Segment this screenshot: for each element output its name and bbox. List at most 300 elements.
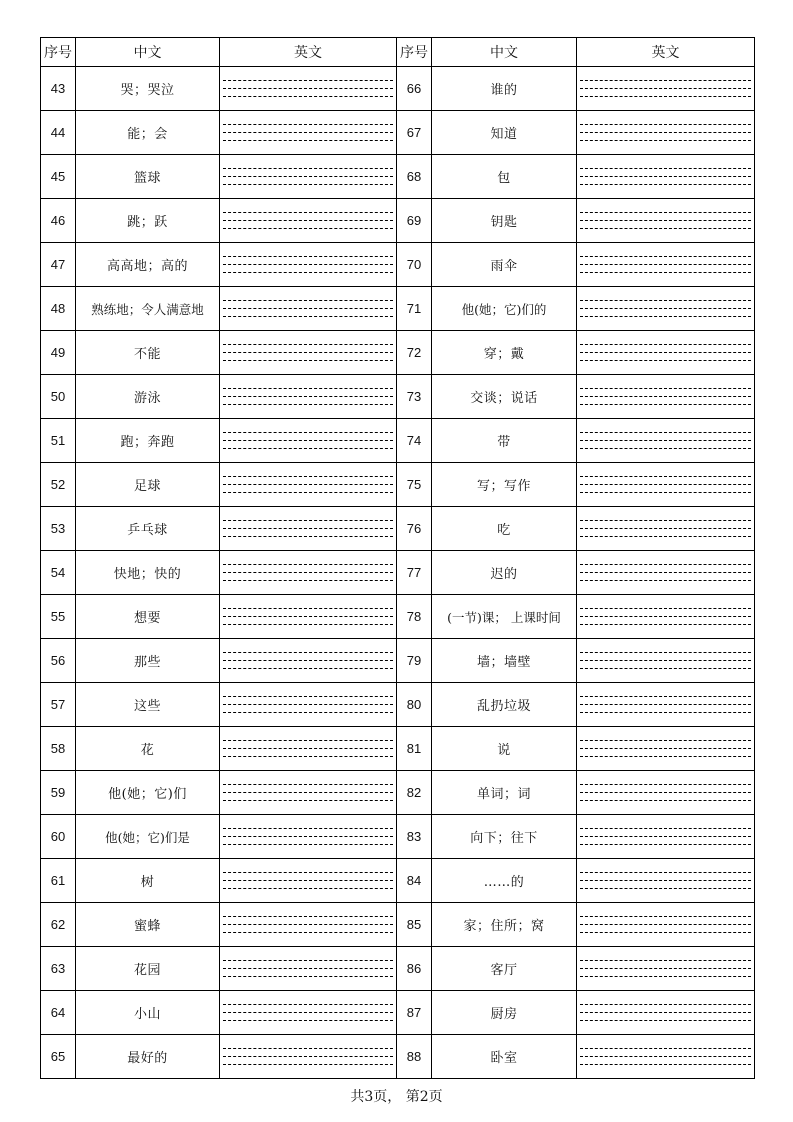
dashed-writing-line [223,888,393,889]
dashed-writing-line [223,316,393,317]
chinese-word-left: 高高地；高的 [76,243,220,287]
entry-number-left: 59 [41,771,76,815]
dashed-writing-line [223,572,393,573]
dashed-writing-line [580,96,751,97]
chinese-word-left: 树 [76,859,220,903]
dashed-writing-line [580,916,751,917]
dashed-writing-line [580,440,751,441]
entry-number-left: 46 [41,199,76,243]
dashed-writing-line [223,564,393,565]
dashed-writing-line [223,360,393,361]
dashed-writing-line [223,140,393,141]
dashed-writing-line [580,132,751,133]
table-row [41,67,755,111]
english-answer-field-left[interactable] [220,243,397,287]
dashed-writing-line [580,932,751,933]
entry-number-right: 66 [397,67,432,111]
english-answer-field-right[interactable] [577,639,755,683]
dashed-writing-line [223,740,393,741]
dashed-writing-line [223,652,393,653]
english-answer-field-left[interactable] [220,771,397,815]
dashed-writing-line [580,536,751,537]
dashed-writing-line [223,404,393,405]
dashed-writing-line [580,432,751,433]
dashed-writing-line [223,660,393,661]
dashed-writing-line [580,1064,751,1065]
dashed-writing-line [223,800,393,801]
table-row [41,1035,755,1079]
dashed-writing-line [580,272,751,273]
chinese-word-right: 墙；墙壁 [432,639,577,683]
dashed-writing-line [223,976,393,977]
header-num-right: 序号 [397,38,432,67]
english-answer-field-right[interactable] [577,331,755,375]
entry-number-right: 70 [397,243,432,287]
entry-number-right: 87 [397,991,432,1035]
entry-number-left: 47 [41,243,76,287]
dashed-writing-line [223,184,393,185]
chinese-word-right: (一节)课； 上课时间 [432,595,577,639]
english-answer-field-left[interactable] [220,419,397,463]
chinese-word-left: 蜜蜂 [76,903,220,947]
english-answer-field-left[interactable] [220,463,397,507]
english-answer-field-left[interactable] [220,595,397,639]
dashed-writing-line [580,660,751,661]
dashed-writing-line [223,132,393,133]
entry-number-left: 43 [41,67,76,111]
dashed-writing-line [223,212,393,213]
dashed-writing-line [223,344,393,345]
chinese-word-left: 乒乓球 [76,507,220,551]
dashed-writing-line [580,88,751,89]
dashed-writing-line [580,572,751,573]
entry-number-right: 82 [397,771,432,815]
table-row [41,771,755,815]
english-answer-field-left[interactable] [220,287,397,331]
dashed-writing-line [223,844,393,845]
english-answer-field-right[interactable] [577,155,755,199]
dashed-writing-line [223,264,393,265]
entry-number-right: 88 [397,1035,432,1079]
table-row [41,463,755,507]
table-row [41,639,755,683]
chinese-word-right: 知道 [432,111,577,155]
english-answer-field-right[interactable] [577,243,755,287]
entry-number-left: 44 [41,111,76,155]
dashed-writing-line [580,784,751,785]
dashed-writing-line [223,228,393,229]
table-row [41,991,755,1035]
chinese-word-right: 厨房 [432,991,577,1035]
chinese-word-left: 不能 [76,331,220,375]
chinese-word-right: 他(她；它)们的 [432,287,577,331]
dashed-writing-line [580,968,751,969]
entry-number-right: 67 [397,111,432,155]
english-answer-field-right[interactable] [577,551,755,595]
dashed-writing-line [580,844,751,845]
table-row [41,903,755,947]
entry-number-right: 75 [397,463,432,507]
dashed-writing-line [580,352,751,353]
header-row [41,38,755,67]
english-answer-field-right[interactable] [577,111,755,155]
entry-number-left: 61 [41,859,76,903]
english-answer-field-left[interactable] [220,903,397,947]
dashed-writing-line [580,168,751,169]
dashed-writing-line [223,536,393,537]
english-answer-field-left[interactable] [220,683,397,727]
dashed-writing-line [223,448,393,449]
dashed-writing-line [580,228,751,229]
dashed-writing-line [223,308,393,309]
english-answer-field-left[interactable] [220,507,397,551]
entry-number-right: 78 [397,595,432,639]
chinese-word-right: 带 [432,419,577,463]
dashed-writing-line [223,624,393,625]
dashed-writing-line [580,184,751,185]
english-answer-field-right[interactable] [577,815,755,859]
english-answer-field-right[interactable] [577,771,755,815]
dashed-writing-line [580,344,751,345]
chinese-word-right: 乱扔垃圾 [432,683,577,727]
dashed-writing-line [223,784,393,785]
dashed-writing-line [223,272,393,273]
dashed-writing-line [580,220,751,221]
dashed-writing-line [580,300,751,301]
chinese-word-left: 快地；快的 [76,551,220,595]
dashed-writing-line [580,880,751,881]
chinese-word-left: 最好的 [76,1035,220,1079]
entry-number-right: 86 [397,947,432,991]
header-num-left: 序号 [41,38,76,67]
entry-number-left: 64 [41,991,76,1035]
dashed-writing-line [580,1056,751,1057]
dashed-writing-line [223,520,393,521]
dashed-writing-line [580,124,751,125]
dashed-writing-line [223,96,393,97]
entry-number-right: 73 [397,375,432,419]
chinese-word-left: 想要 [76,595,220,639]
dashed-writing-line [223,300,393,301]
dashed-writing-line [223,88,393,89]
english-answer-field-left[interactable] [220,991,397,1035]
chinese-word-right: 雨伞 [432,243,577,287]
table-row [41,683,755,727]
dashed-writing-line [580,308,751,309]
dashed-writing-line [580,872,751,873]
entry-number-right: 79 [397,639,432,683]
table-row [41,331,755,375]
chinese-word-right: 说 [432,727,577,771]
english-answer-field-right[interactable] [577,683,755,727]
dashed-writing-line [580,1020,751,1021]
dashed-writing-line [223,756,393,757]
dashed-writing-line [223,528,393,529]
dashed-writing-line [580,1004,751,1005]
dashed-writing-line [580,696,751,697]
english-answer-field-right[interactable] [577,419,755,463]
dashed-writing-line [223,872,393,873]
dashed-writing-line [580,484,751,485]
english-answer-field-right[interactable] [577,287,755,331]
chinese-word-right: 吃 [432,507,577,551]
table-row [41,595,755,639]
dashed-writing-line [223,124,393,125]
dashed-writing-line [223,256,393,257]
dashed-writing-line [580,140,751,141]
entry-number-left: 65 [41,1035,76,1079]
table-row [41,551,755,595]
english-answer-field-left[interactable] [220,199,397,243]
dashed-writing-line [223,432,393,433]
entry-number-right: 72 [397,331,432,375]
english-answer-field-right[interactable] [577,1035,755,1079]
chinese-word-right: 交谈；说话 [432,375,577,419]
dashed-writing-line [223,924,393,925]
dashed-writing-line [580,740,751,741]
english-answer-field-right[interactable] [577,507,755,551]
entry-number-left: 53 [41,507,76,551]
table-row [41,419,755,463]
vocabulary-table [40,37,755,1079]
entry-number-right: 76 [397,507,432,551]
dashed-writing-line [580,616,751,617]
dashed-writing-line [580,580,751,581]
chinese-word-left: 熟练地；令人满意地 [76,287,220,331]
table-row [41,375,755,419]
entry-number-right: 77 [397,551,432,595]
dashed-writing-line [223,704,393,705]
dashed-writing-line [223,580,393,581]
dashed-writing-line [223,1020,393,1021]
chinese-word-right: 谁的 [432,67,577,111]
entry-number-left: 56 [41,639,76,683]
chinese-word-left: 足球 [76,463,220,507]
english-answer-field-left[interactable] [220,375,397,419]
english-answer-field-left[interactable] [220,1035,397,1079]
dashed-writing-line [223,492,393,493]
header-english-left: 英文 [220,38,397,67]
dashed-writing-line [223,1012,393,1013]
chinese-word-right: 写；写作 [432,463,577,507]
dashed-writing-line [580,1048,751,1049]
entry-number-left: 62 [41,903,76,947]
dashed-writing-line [223,388,393,389]
dashed-writing-line [223,352,393,353]
table-row [41,243,755,287]
chinese-word-left: 那些 [76,639,220,683]
dashed-writing-line [580,976,751,977]
dashed-writing-line [223,792,393,793]
chinese-word-left: 游泳 [76,375,220,419]
table-row [41,859,755,903]
dashed-writing-line [580,388,751,389]
entry-number-left: 55 [41,595,76,639]
dashed-writing-line [223,608,393,609]
entry-number-right: 85 [397,903,432,947]
entry-number-right: 81 [397,727,432,771]
dashed-writing-line [580,836,751,837]
dashed-writing-line [223,712,393,713]
dashed-writing-line [580,80,751,81]
chinese-word-right: 钥匙 [432,199,577,243]
dashed-writing-line [580,492,751,493]
dashed-writing-line [580,396,751,397]
dashed-writing-line [223,176,393,177]
dashed-writing-line [223,1064,393,1065]
dashed-writing-line [223,476,393,477]
chinese-word-right: 向下；往下 [432,815,577,859]
dashed-writing-line [580,608,751,609]
chinese-word-left: 他(她；它)们 [76,771,220,815]
entry-number-left: 45 [41,155,76,199]
dashed-writing-line [580,360,751,361]
dashed-writing-line [580,476,751,477]
english-answer-field-right[interactable] [577,199,755,243]
dashed-writing-line [580,712,751,713]
header-chinese-left: 中文 [76,38,220,67]
dashed-writing-line [580,800,751,801]
english-answer-field-right[interactable] [577,595,755,639]
dashed-writing-line [580,624,751,625]
entry-number-left: 57 [41,683,76,727]
dashed-writing-line [580,748,751,749]
dashed-writing-line [580,256,751,257]
english-answer-field-left[interactable] [220,67,397,111]
dashed-writing-line [580,564,751,565]
header-english-right: 英文 [577,38,755,67]
chinese-word-left: 跳；跃 [76,199,220,243]
entry-number-right: 74 [397,419,432,463]
dashed-writing-line [580,756,751,757]
entry-number-right: 71 [397,287,432,331]
entry-number-left: 63 [41,947,76,991]
dashed-writing-line [223,916,393,917]
chinese-word-right: ……的 [432,859,577,903]
dashed-writing-line [580,212,751,213]
dashed-writing-line [223,1004,393,1005]
entry-number-right: 80 [397,683,432,727]
header-chinese-right: 中文 [432,38,577,67]
dashed-writing-line [580,176,751,177]
table-row [41,199,755,243]
dashed-writing-line [580,448,751,449]
dashed-writing-line [223,80,393,81]
dashed-writing-line [223,1056,393,1057]
chinese-word-right: 家；住所；窝 [432,903,577,947]
chinese-word-left: 花园 [76,947,220,991]
dashed-writing-line [223,396,393,397]
dashed-writing-line [223,616,393,617]
chinese-word-right: 迟的 [432,551,577,595]
dashed-writing-line [580,404,751,405]
dashed-writing-line [580,792,751,793]
english-answer-field-left[interactable] [220,111,397,155]
entry-number-left: 51 [41,419,76,463]
table-row [41,507,755,551]
entry-number-left: 54 [41,551,76,595]
chinese-word-left: 他(她；它)们是 [76,815,220,859]
english-answer-field-left[interactable] [220,639,397,683]
dashed-writing-line [223,1048,393,1049]
chinese-word-left: 篮球 [76,155,220,199]
dashed-writing-line [580,960,751,961]
english-answer-field-left[interactable] [220,859,397,903]
entry-number-left: 58 [41,727,76,771]
english-answer-field-left[interactable] [220,727,397,771]
entry-number-left: 60 [41,815,76,859]
dashed-writing-line [580,520,751,521]
english-answer-field-left[interactable] [220,331,397,375]
chinese-word-right: 客厅 [432,947,577,991]
table-body [41,67,755,1079]
dashed-writing-line [223,440,393,441]
english-answer-field-right[interactable] [577,947,755,991]
chinese-word-right: 穿；戴 [432,331,577,375]
chinese-word-right: 包 [432,155,577,199]
english-answer-field-right[interactable] [577,463,755,507]
english-answer-field-left[interactable] [220,551,397,595]
entry-number-right: 83 [397,815,432,859]
entry-number-left: 50 [41,375,76,419]
chinese-word-right: 单词；词 [432,771,577,815]
dashed-writing-line [223,880,393,881]
english-answer-field-left[interactable] [220,155,397,199]
dashed-writing-line [223,696,393,697]
english-answer-field-right[interactable] [577,859,755,903]
chinese-word-left: 这些 [76,683,220,727]
chinese-word-left: 小山 [76,991,220,1035]
entry-number-right: 68 [397,155,432,199]
chinese-word-left: 花 [76,727,220,771]
table-row [41,155,755,199]
entry-number-right: 69 [397,199,432,243]
dashed-writing-line [223,168,393,169]
chinese-word-left: 能；会 [76,111,220,155]
dashed-writing-line [580,316,751,317]
dashed-writing-line [223,836,393,837]
english-answer-field-right[interactable] [577,991,755,1035]
dashed-writing-line [223,220,393,221]
chinese-word-left: 跑；奔跑 [76,419,220,463]
entry-number-left: 48 [41,287,76,331]
english-answer-field-right[interactable] [577,375,755,419]
english-answer-field-right[interactable] [577,727,755,771]
page-footer: 共3页， 第2页 [350,1089,443,1105]
chinese-word-right: 卧室 [432,1035,577,1079]
dashed-writing-line [580,652,751,653]
english-answer-field-right[interactable] [577,903,755,947]
english-answer-field-left[interactable] [220,947,397,991]
dashed-writing-line [580,264,751,265]
dashed-writing-line [223,968,393,969]
dashed-writing-line [580,888,751,889]
dashed-writing-line [223,828,393,829]
entry-number-left: 52 [41,463,76,507]
table-row [41,287,755,331]
english-answer-field-right[interactable] [577,67,755,111]
dashed-writing-line [580,1012,751,1013]
dashed-writing-line [223,748,393,749]
dashed-writing-line [580,704,751,705]
dashed-writing-line [580,528,751,529]
table-row [41,815,755,859]
dashed-writing-line [223,932,393,933]
english-answer-field-left[interactable] [220,815,397,859]
dashed-writing-line [580,668,751,669]
entry-number-right: 84 [397,859,432,903]
dashed-writing-line [223,668,393,669]
